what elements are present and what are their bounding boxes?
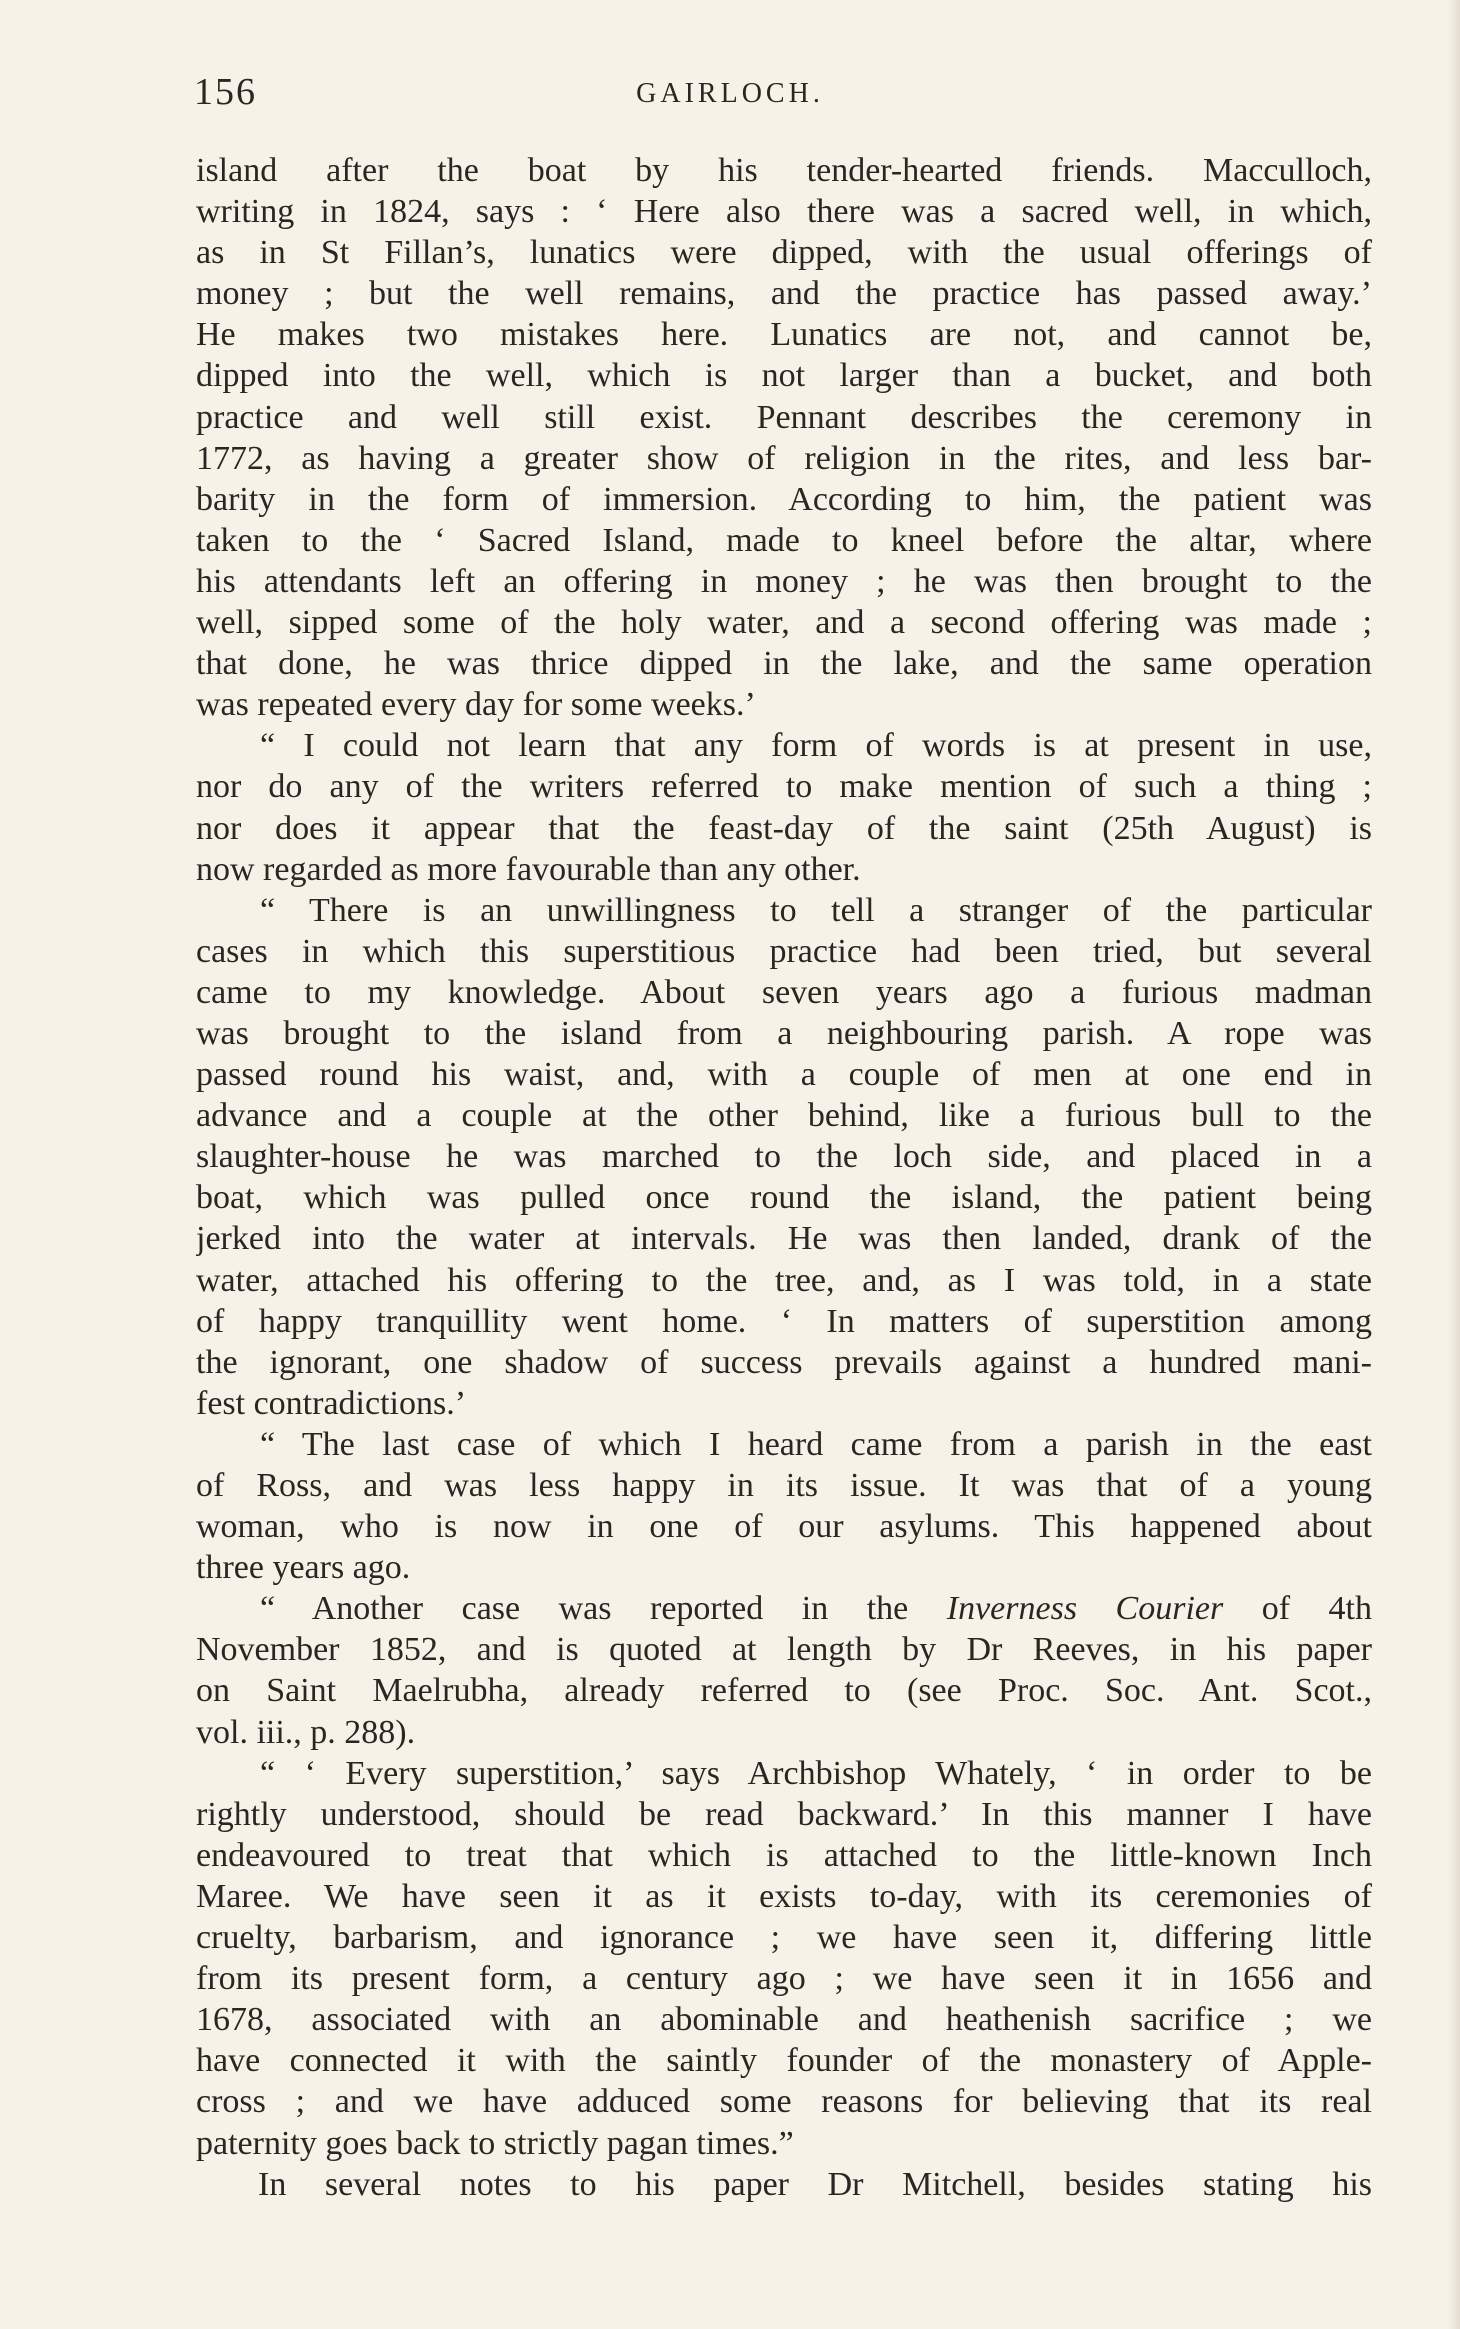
- text-line: paternity goes back to strictly pagan times.”: [196, 2124, 794, 2162]
- text-line: jerked into the water at intervals. He was then landed, drank of the: [196, 1220, 1372, 1258]
- text-line: on Saint Maelrubha, already referred to (see Proc. Soc. Ant. Scot.,: [196, 1672, 1372, 1710]
- running-title: GAIRLOCH.: [636, 78, 824, 109]
- text-line: Maree. We have seen it as it exists to-day, with its ceremonies of: [196, 1877, 1372, 1915]
- text-line: the ignorant, one shadow of success prevails against a hundred mani-: [196, 1343, 1372, 1381]
- text-line: 1678, associated with an abominable and heathenish sacrifice ; we: [196, 2001, 1372, 2039]
- paragraph-start-line: “ There is an unwillingness to tell a stranger of the particular: [260, 891, 1372, 929]
- newspaper-title: Inverness Courier: [946, 1590, 1224, 1628]
- text-line: writing in 1824, says : ‘ Here also there was a sacred well, in which,: [196, 193, 1372, 231]
- text-line: cross ; and we have adduced some reasons for believing that its real: [196, 2083, 1372, 2121]
- page-edge-shadow: [1448, 0, 1460, 2329]
- text-line: boat, which was pulled once round the island, the patient being: [196, 1179, 1372, 1217]
- text-line: woman, who is now in one of our asylums. This happened about: [196, 1508, 1372, 1546]
- text-line: barity in the form of immersion. According to him, the patient was: [196, 480, 1372, 518]
- text-line: nor does it appear that the feast-day of the saint (25th August) is: [196, 809, 1372, 847]
- paragraph-start-line: “ I could not learn that any form of words is at present in use,: [260, 727, 1372, 765]
- text-line: now regarded as more favourable than any other.: [196, 850, 861, 888]
- text-segment: of 4th: [1223, 1590, 1372, 1628]
- text-line: well, sipped some of the holy water, and a second offering was made ;: [196, 604, 1372, 642]
- text-line: was brought to the island from a neighbouring parish. A rope was: [196, 1014, 1372, 1052]
- text-line: as in St Fillan’s, lunatics were dipped, with the usual offerings of: [196, 234, 1372, 272]
- body-text: [196, 150, 1372, 2205]
- text-line: from its present form, a century ago ; we have seen it in 1656 and: [196, 1960, 1372, 1998]
- page-number: 156: [194, 71, 257, 113]
- text-line: 1772, as having a greater show of religion in the rites, and less bar-: [196, 439, 1372, 477]
- text-line: of Ross, and was less happy in its issue. It was that of a young: [196, 1467, 1372, 1504]
- text-line: rightly understood, should be read backward.’ In this manner I have: [196, 1795, 1372, 1833]
- text-line: of happy tranquillity went home. ‘ In matters of superstition among: [196, 1302, 1372, 1340]
- text-line: have connected it with the saintly founder of the monastery of Apple-: [196, 2042, 1372, 2080]
- text-line: three years ago.: [196, 1549, 411, 1587]
- text-line: cases in which this superstitious practice had been tried, but several: [196, 932, 1372, 970]
- text-line: slaughter-house he was marched to the loch side, and placed in a: [196, 1138, 1372, 1176]
- paragraph-start-line: In several notes to his paper Dr Mitchell, besides stating his: [258, 2165, 1372, 2203]
- paragraph-start-line: “ ‘ Every superstition,’ says Archbishop Whately, ‘ in order to be: [260, 1754, 1372, 1792]
- text-line: fest contradictions.’: [196, 1384, 467, 1422]
- text-line: cruelty, barbarism, and ignorance ; we have seen it, differing little: [196, 1919, 1372, 1957]
- text-line: money ; but the well remains, and the practice has passed away.’: [196, 275, 1372, 313]
- text-line: that done, he was thrice dipped in the lake, and the same operation: [196, 645, 1372, 683]
- text-segment: “ Another case was reported in the: [260, 1590, 947, 1628]
- text-line: nor do any of the writers referred to make mention of such a thing ;: [196, 768, 1372, 806]
- text-line: endeavoured to treat that which is attached to the little-known Inch: [196, 1836, 1372, 1874]
- paragraph-start-line: [196, 1588, 1372, 1629]
- text-line: passed round his waist, and, with a couple of men at one end in: [196, 1056, 1372, 1094]
- text-line: taken to the ‘ Sacred Island, made to kneel before the altar, where: [196, 521, 1372, 559]
- text-line: practice and well still exist. Pennant describes the ceremony in: [196, 398, 1372, 436]
- text-line: was repeated every day for some weeks.’: [196, 686, 756, 724]
- text-line: He makes two mistakes here. Lunatics are not, and cannot be,: [196, 316, 1372, 354]
- text-line: his attendants left an offering in money ; he was then brought to the: [196, 562, 1372, 600]
- text-line: island after the boat by his tender-hearted friends. Macculloch,: [196, 152, 1372, 189]
- text-line: vol. iii., p. 288).: [196, 1713, 416, 1751]
- text-line: water, attached his offering to the tree, and, as I was told, in a state: [196, 1261, 1372, 1299]
- text-line: November 1852, and is quoted at length by Dr Reeves, in his paper: [196, 1631, 1372, 1669]
- paragraph-start-line: “ The last case of which I heard came from a parish in the east: [260, 1425, 1372, 1463]
- text-line: dipped into the well, which is not larger than a bucket, and both: [196, 357, 1372, 395]
- text-line: advance and a couple at the other behind, like a furious bull to the: [196, 1097, 1372, 1135]
- text-line: came to my knowledge. About seven years ago a furious madman: [196, 973, 1372, 1011]
